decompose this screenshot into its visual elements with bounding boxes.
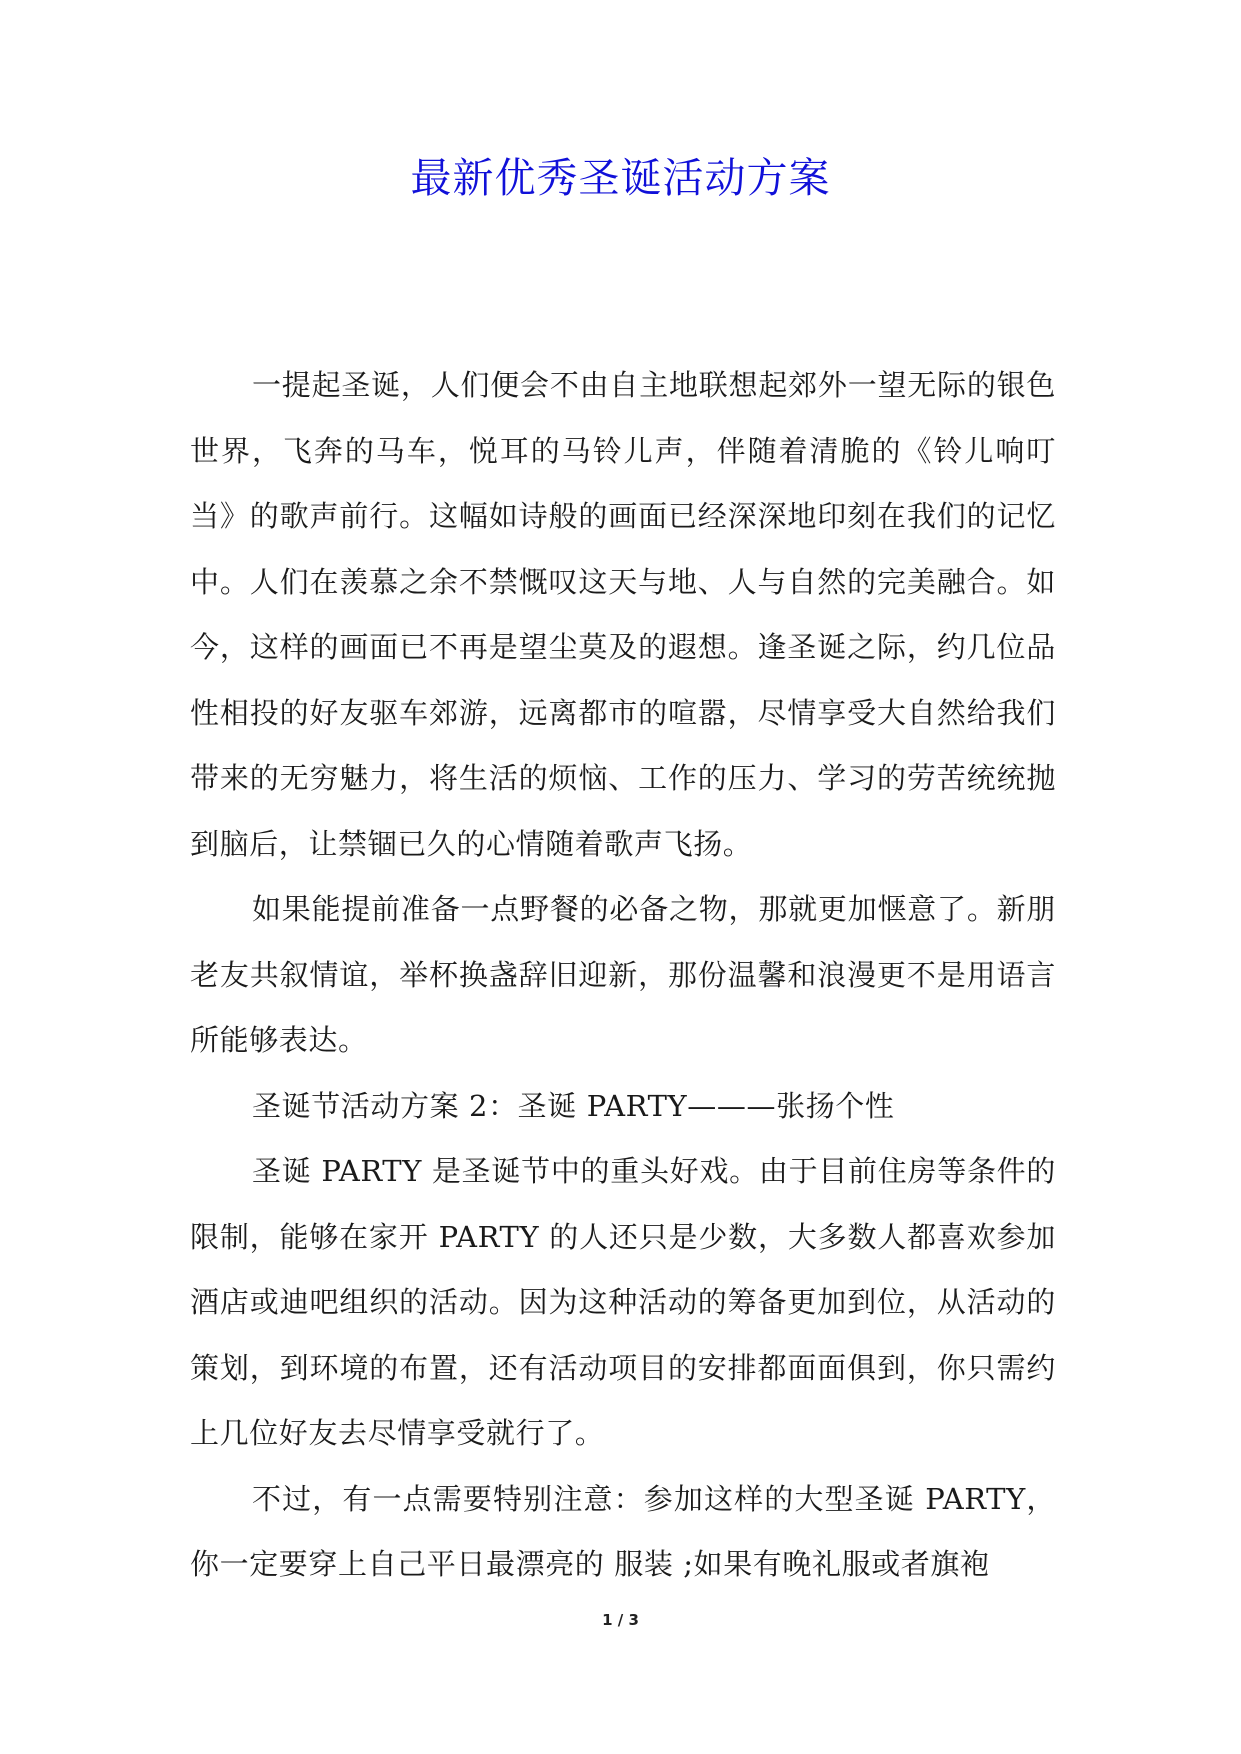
document-title: 最新优秀圣诞活动方案 — [410, 154, 831, 202]
paragraph: 圣诞 PARTY 是圣诞节中的重头好戏。由于目前住房等条件的限制，能够在家开 PARTY 的人还只是少数，大多数人都喜欢参加酒店或迪吧组织的活动。因为这种活动的筹备更加到位，从活动的策划，到环境的布置，还有活动项目的安排都面面俱到，你只需约上几位好友去尽情享受就行了。 — [190, 1154, 1056, 1450]
page-number: 1 / 3 — [602, 1611, 639, 1629]
paragraph: 不过，有一点需要特别注意：参加这样的大型圣诞 PARTY，你一定要穿上自己平日最漂亮的 服装 ;如果有晚礼服或者旗袍 — [190, 1481, 1056, 1581]
document-body — [190, 353, 1056, 1598]
section-heading: 圣诞节活动方案 2：圣诞 PARTY———张扬个性 — [252, 1088, 895, 1123]
paragraph: 一提起圣诞，人们便会不由自主地联想起郊外一望无际的银色世界，飞奔的马车，悦耳的马铃儿声，伴随着清脆的《铃儿响叮当》的歌声前行。这幅如诗般的画面已经深深地印刻在我们的记忆中。人们在羡慕之余不禁慨叹这天与地、人与自然的完美融合。如今，这样的画面已不再是望尘莫及的遐想。逢圣诞之际，约几位品性相投的好友驱车郊游，远离都市的喧嚣，尽情享受大自然给我们带来的无穷魅力，将生活的烦恼、工作的压力、学习的劳苦统统抛到脑后，让禁锢已久的心情随着歌声飞扬。 — [190, 368, 1056, 861]
paragraph: 如果能提前准备一点野餐的必备之物，那就更加惬意了。新朋老友共叙情谊，举杯换盏辞旧迎新，那份温馨和浪漫更不是用语言所能够表达。 — [190, 892, 1056, 1057]
